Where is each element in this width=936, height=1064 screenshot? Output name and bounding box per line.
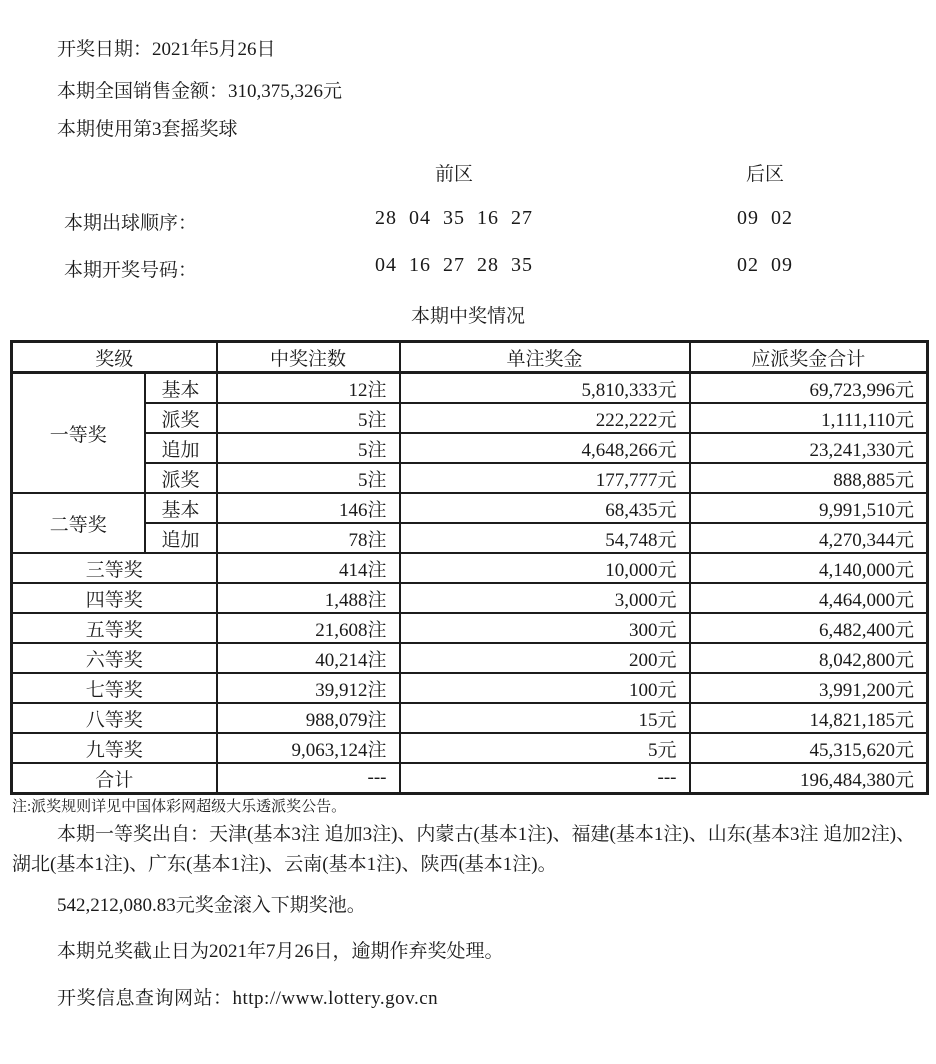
single-prize-cell: 15元: [400, 703, 690, 733]
prize-level-cell: 四等奖: [12, 583, 217, 613]
table-row: [12, 523, 928, 553]
single-prize-cell: 54,748元: [400, 523, 690, 553]
ball-set-line: 本期使用第3套摇奖球: [57, 119, 238, 140]
single-prize-cell: 3,000元: [400, 583, 690, 613]
prize-level-cell: 五等奖: [12, 613, 217, 643]
back-zone-label: 后区: [745, 164, 784, 185]
payout-rule-note: 注:派奖规则详见中国体彩网超级大乐透派奖公告。: [12, 799, 347, 815]
table-row: [12, 703, 928, 733]
winner-count-cell: 12注: [217, 373, 400, 404]
prize-level-cell: 八等奖: [12, 703, 217, 733]
winner-count-cell: 988,079注: [217, 703, 400, 733]
prize-type-cell: 基本: [145, 493, 217, 523]
winner-count-cell: 5注: [217, 403, 400, 433]
total-prize-cell: 1,111,110元: [690, 403, 928, 433]
prize-level-cell: 二等奖: [12, 493, 145, 553]
single-prize-cell: 177,777元: [400, 463, 690, 493]
header-prize-level: 奖级: [12, 342, 217, 373]
total-prize-cell: 45,315,620元: [690, 733, 928, 763]
total-prize-cell: 69,723,996元: [690, 373, 928, 404]
table-row: [12, 373, 928, 404]
single-prize-cell: 222,222元: [400, 403, 690, 433]
prize-level-cell: 合计: [12, 763, 217, 794]
prize-level-cell: 九等奖: [12, 733, 217, 763]
total-prize-cell: 23,241,330元: [690, 433, 928, 463]
winner-count-cell: 39,912注: [217, 673, 400, 703]
prize-level-cell: 三等奖: [12, 553, 217, 583]
single-prize-cell: ---: [400, 763, 690, 794]
total-prize-cell: 4,464,000元: [690, 583, 928, 613]
ball-order-front-numbers: 28 04 35 16 27: [375, 207, 533, 229]
table-row: [12, 493, 928, 523]
prize-level-cell: 六等奖: [12, 643, 217, 673]
info-website-line: 开奖信息查询网站：http://www.lottery.gov.cn: [57, 988, 439, 1009]
prize-table-title: 本期中奖情况: [410, 306, 525, 327]
total-prize-cell: 6,482,400元: [690, 613, 928, 643]
table-row: [12, 583, 928, 613]
single-prize-cell: 200元: [400, 643, 690, 673]
table-row: [12, 643, 928, 673]
total-prize-cell: 9,991,510元: [690, 493, 928, 523]
winner-count-cell: 9,063,124注: [217, 733, 400, 763]
first-prize-origin-paragraph: 本期一等奖出自：天津(基本3注 追加3注)、内蒙古(基本1注)、福建(基本1注)、山东(基本3注 追加2注)、湖北(基本1注)、广东(基本1注)、云南(基本1注)、陕西(基本1注)。: [12, 824, 916, 875]
table-row: [12, 463, 928, 493]
table-row: [12, 433, 928, 463]
single-prize-cell: 300元: [400, 613, 690, 643]
winner-count-cell: 78注: [217, 523, 400, 553]
winner-count-cell: 146注: [217, 493, 400, 523]
total-prize-cell: 196,484,380元: [690, 763, 928, 794]
single-prize-cell: 68,435元: [400, 493, 690, 523]
total-prize-cell: 14,821,185元: [690, 703, 928, 733]
total-sales-line: 本期全国销售金额：310,375,326元: [57, 81, 343, 102]
table-row-total: [12, 763, 928, 794]
front-zone-label: 前区: [434, 164, 473, 185]
single-prize-cell: 5,810,333元: [400, 373, 690, 404]
prize-type-cell: 追加: [145, 433, 217, 463]
total-prize-cell: 8,042,800元: [690, 643, 928, 673]
winner-count-cell: 5注: [217, 463, 400, 493]
prize-type-cell: 追加: [145, 523, 217, 553]
single-prize-cell: 100元: [400, 673, 690, 703]
single-prize-cell: 5元: [400, 733, 690, 763]
winning-back-numbers: 02 09: [737, 254, 793, 276]
ball-order-label: 本期出球顺序：: [64, 213, 198, 234]
table-row: [12, 553, 928, 583]
rollover-line: 542,212,080.83元奖金滚入下期奖池。: [57, 895, 366, 916]
total-prize-cell: 4,140,000元: [690, 553, 928, 583]
total-prize-cell: 3,991,200元: [690, 673, 928, 703]
single-prize-cell: 4,648,266元: [400, 433, 690, 463]
winner-count-cell: 5注: [217, 433, 400, 463]
prize-level-cell: 七等奖: [12, 673, 217, 703]
table-row: [12, 673, 928, 703]
header-winner-count: 中奖注数: [217, 342, 400, 373]
single-prize-cell: 10,000元: [400, 553, 690, 583]
winner-count-cell: ---: [217, 763, 400, 794]
draw-date-line: 开奖日期：2021年5月26日: [57, 39, 276, 60]
redeem-deadline-line: 本期兑奖截止日为2021年7月26日，逾期作弃奖处理。: [57, 941, 504, 962]
prize-level-cell: 一等奖: [12, 373, 145, 494]
prize-type-cell: 派奖: [145, 463, 217, 493]
prize-type-cell: 派奖: [145, 403, 217, 433]
winner-count-cell: 414注: [217, 553, 400, 583]
table-row: [12, 613, 928, 643]
ball-order-back-numbers: 09 02: [737, 207, 793, 229]
winner-count-cell: 1,488注: [217, 583, 400, 613]
table-row: [12, 733, 928, 763]
winner-count-cell: 40,214注: [217, 643, 400, 673]
winning-numbers-label: 本期开奖号码：: [64, 260, 198, 281]
winning-front-numbers: 04 16 27 28 35: [375, 254, 533, 276]
winner-count-cell: 21,608注: [217, 613, 400, 643]
table-row: [12, 403, 928, 433]
header-total-prize: 应派奖金合计: [690, 342, 928, 373]
table-header-row: [12, 342, 928, 373]
header-single-prize: 单注奖金: [400, 342, 690, 373]
total-prize-cell: 888,885元: [690, 463, 928, 493]
total-prize-cell: 4,270,344元: [690, 523, 928, 553]
prize-table: [10, 340, 929, 795]
prize-type-cell: 基本: [145, 373, 217, 404]
